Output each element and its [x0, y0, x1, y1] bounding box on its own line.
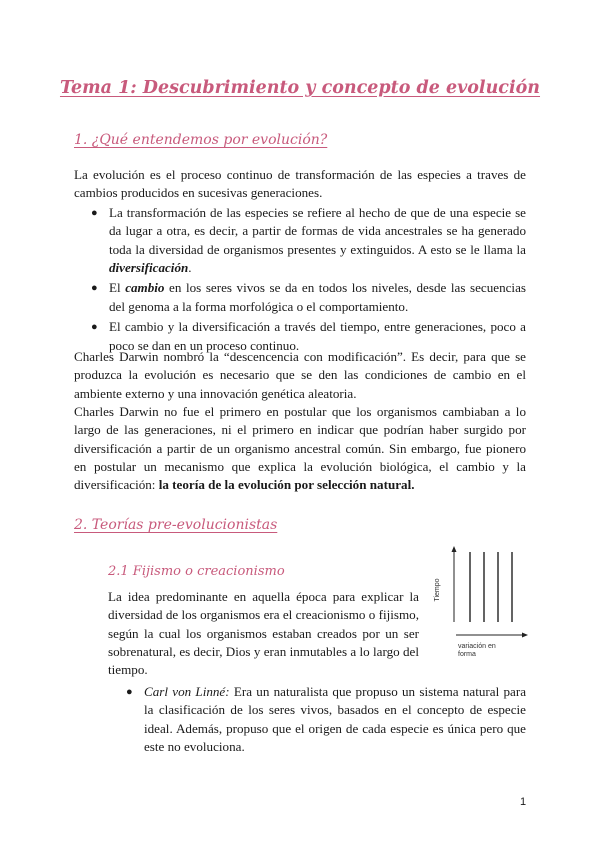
- subsection-2-1-heading: 2.1 Fijismo o creacionismo: [108, 564, 285, 579]
- list-item: ● El cambio en los seres vivos se da en todos los niveles, desde las secuencias del genoma a la forma morfológica o el comportamiento.: [91, 280, 526, 314]
- section-1-heading: 1. ¿Qué entendemos por evolución?: [74, 132, 328, 148]
- section-1-bullet-list: [91, 204, 526, 357]
- page-title: Tema 1: Descubrimiento y concepto de evolución: [59, 78, 541, 98]
- list-item: ● Carl von Linné: Era un naturalista que propuso un sistema natural para la clasificación de los seres vivos, basados en el concepto de especie ideal. Además, propuso que el origen de cada especie es única pero que este no evoluciona.: [126, 684, 527, 754]
- page-number: 1: [520, 796, 527, 808]
- emphasis: diversificación: [109, 259, 189, 275]
- fixism-diagram: [432, 540, 542, 672]
- list-item: ● La transformación de las especies se refiere al hecho de que de una especie se da lugar a otra, es decir, a partir de formas de vida ancestrales se ha generado toda la diversidad de organismos presentes y extinguidos. A esto se le llama la diversificación.: [91, 205, 526, 275]
- emphasis: cambio: [125, 280, 165, 296]
- person-name: Carl von Linné:: [144, 684, 230, 699]
- x-axis-arrow-icon: [522, 633, 528, 638]
- subsection-2-1-text: La idea predominante en aquella época para explicar la diversidad de los organismos era el creacionismo o fijismo, según la cual los organismos estaban creados por un ser sobrenatural, es decir, Dios y eran inmutables a lo largo del tiempo.: [108, 589, 419, 678]
- section-1-paragraph-2: Charles Darwin nombró la “descencencia con modificación”. Es decir, para que se produzca la evolución es necesario que se den las condiciones de cambio en el ambiente externo y una innovación genética aleatoria.: [74, 349, 526, 401]
- emphasis: la teoría de la evolución por selección natural.: [158, 477, 415, 493]
- section-2-heading: 2. Teorías pre-evolucionistas: [74, 517, 278, 533]
- bullet-icon: ●: [126, 686, 133, 698]
- x-axis-label-line-2: forma: [458, 651, 476, 658]
- section-1-intro: La evolución es el proceso continuo de transformación de las especies a traves de cambios producidos en sucesivas generaciones.: [74, 167, 526, 201]
- y-axis-label: Tiempo: [434, 578, 441, 602]
- x-axis-label-line-1: variación en: [458, 643, 496, 650]
- subsection-2-1-bullet-list: [126, 683, 527, 758]
- bullet-icon: ●: [91, 207, 98, 219]
- list-item: ● El cambio y la diversificación a través del tiempo, entre generaciones, poco a poco se dan en un proceso continuo.: [91, 319, 526, 353]
- y-axis-arrow-icon: [452, 546, 457, 552]
- bullet-icon: ●: [91, 321, 98, 334]
- section-1-paragraph-3: Charles Darwin no fue el primero en postular que los organismos cambiaban a lo largo de las generaciones, ni el primero en indicar que podrían haber surgido por diversificación a partir de un organismo ancestral común. Sin embargo, fue pionero en postular un mecanismo que explica la evolución biológica, el cambio y la diversificación: la teoría de la evolución por selección natural.: [74, 404, 526, 493]
- bullet-icon: ●: [91, 282, 98, 295]
